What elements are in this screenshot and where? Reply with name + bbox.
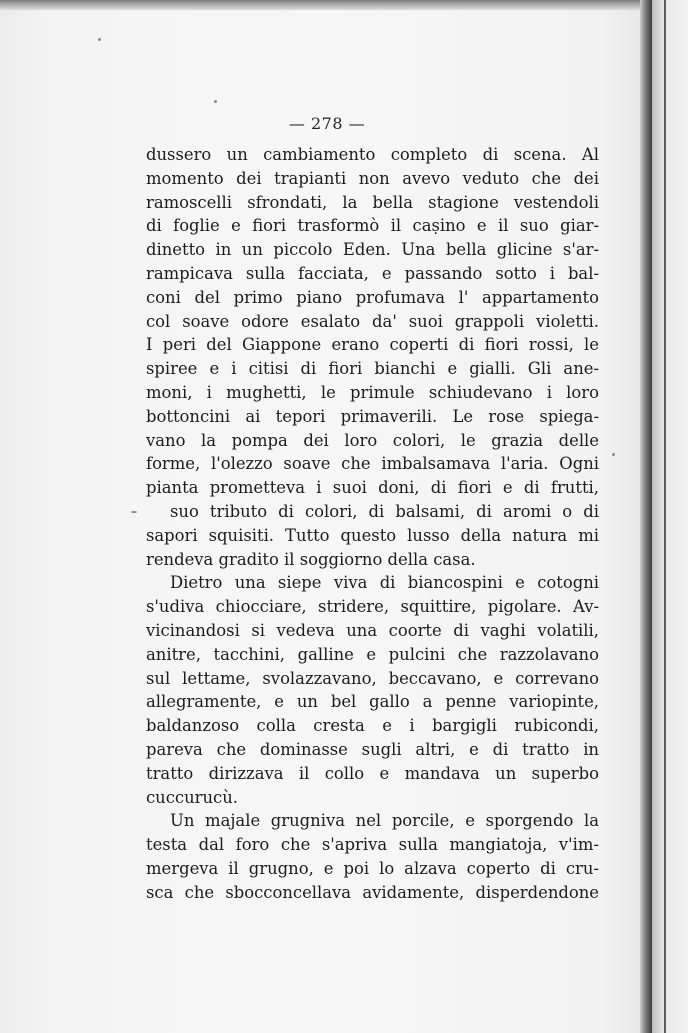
text-line: I peri del Giappone erano coperti di fiori rossi, le: [146, 335, 599, 355]
text-line: col soave odore esalato da' suoi grappoli violetti.: [146, 311, 599, 331]
text-line: sul lettame, svolazzavano, beccavano, e correvano: [146, 668, 599, 688]
text-line: cuccurucù.: [146, 787, 238, 807]
facing-page-rule: [664, 0, 666, 1033]
text-line: moni, i mughetti, le primule schiudevano i loro: [146, 382, 599, 402]
text-line: forme, l'olezzo soave che imbalsamava l'aria. Ogni: [146, 454, 599, 474]
binding-shadow: [640, 0, 652, 1033]
text-line: baldanzoso colla cresta e i bargigli rubicondi,: [146, 716, 599, 736]
text-line: suo tributo di colori, di balsami, di aromi o di: [170, 501, 599, 521]
text-line: tratto dirizzava il collo e mandava un superbo: [146, 763, 599, 783]
scan-speck: [131, 511, 137, 513]
body-text: [146, 143, 599, 905]
page-top-edge: [0, 0, 688, 10]
scan-speck: [612, 453, 615, 456]
text-line: testa dal foro che s'apriva sulla mangiatoja, v'im-: [146, 835, 599, 855]
text-line: allegramente, e un bel gallo a penne variopinte,: [146, 692, 599, 712]
text-line: dinetto in un piccolo Eden. Una bella glicine s'ar-: [146, 240, 599, 260]
page-number: — 278 —: [288, 114, 366, 133]
text-line: ramoscelli sfrondati, la bella stagione vestendoli: [146, 192, 599, 212]
text-line: vicinandosi si vedeva una coorte di vaghi volatili,: [146, 620, 599, 640]
text-line: s'udiva chiocciare, stridere, squittire, pigolare. Av-: [146, 597, 599, 617]
scan-speck: [214, 100, 217, 103]
text-line: Un majale grugniva nel porcile, e sporgendo la: [170, 811, 599, 831]
text-line: rendeva gradito il soggiorno della casa.: [146, 549, 476, 569]
text-line: spiree e i citisi di fiori bianchi e gialli. Gli ane-: [146, 359, 599, 379]
text-line: sapori squisiti. Tutto questo lusso della natura mi: [146, 525, 599, 545]
facing-page-edge: [652, 0, 688, 1033]
text-line: rampicava sulla facciata, e passando sotto i bal-: [146, 263, 599, 283]
text-line: momento dei trapianti non avevo veduto che dei: [146, 168, 599, 188]
text-line: mergeva il grugno, e poi lo alzava coperto di cru-: [146, 858, 599, 878]
text-line: coni del primo piano profumava l' appartamento: [146, 287, 599, 307]
text-line: pianta prometteva i suoi doni, di fiori e di frutti,: [146, 478, 599, 498]
text-line: di foglie e fiori trasformò il caṣino e il suo giar-: [146, 216, 599, 236]
scan-speck: [98, 38, 101, 41]
text-line: anitre, tacchini, galline e pulcini che razzolavano: [146, 644, 599, 664]
text-line: Dietro una siepe viva di biancospini e cotogni: [170, 573, 599, 593]
text-line: dussero un cambiamento completo di scena. Al: [146, 145, 599, 164]
text-line: pareva che dominasse sugli altri, e di tratto in: [146, 739, 599, 759]
text-line: sca che sbocconcellava avidamente, disperdendone: [146, 882, 599, 902]
text-line: vano la pompa dei loro colori, le grazia delle: [146, 430, 599, 450]
text-line: bottoncini ai tepori primaverili. Le rose spiega-: [146, 406, 599, 426]
